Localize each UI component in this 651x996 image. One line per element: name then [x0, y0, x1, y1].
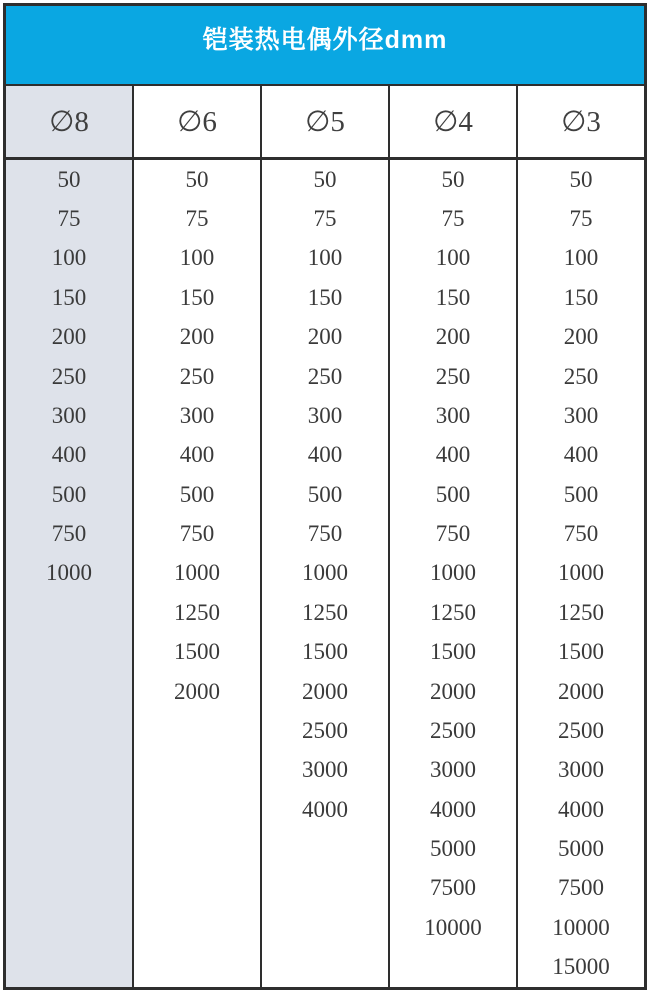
table-cell: 75 — [57, 206, 81, 232]
table-cell: 4000 — [302, 796, 348, 822]
table-cell: 1000 — [558, 560, 604, 586]
table-cell: 50 — [569, 166, 593, 192]
table-cell — [6, 751, 132, 790]
table-cell: 150 — [307, 284, 343, 310]
table-cell — [134, 869, 260, 908]
table-cell: 1000 — [302, 560, 348, 586]
table-cell: 200 — [51, 324, 87, 350]
table-cell — [6, 711, 132, 750]
table-cell — [6, 948, 132, 987]
table-cell — [134, 908, 260, 947]
table-cell: 10000 — [552, 914, 610, 940]
table-cell: 15000 — [552, 954, 610, 980]
column-diameter-4 — [390, 86, 518, 987]
table-cell: 75 — [569, 206, 593, 232]
table-cell: 7500 — [558, 875, 604, 901]
table-cell — [134, 829, 260, 868]
table-cell: 400 — [179, 442, 215, 468]
table-cell: 7500 — [430, 875, 476, 901]
column-diameter-1 — [6, 86, 134, 987]
table-cell: 300 — [51, 402, 87, 428]
table-cell: 2500 — [302, 717, 348, 743]
table-cell: 200 — [563, 324, 599, 350]
table-cell — [6, 633, 132, 672]
table-cell: 1500 — [430, 639, 476, 665]
table-cell: 150 — [179, 284, 215, 310]
table-cell — [6, 672, 132, 711]
table-cell: 1000 — [174, 560, 220, 586]
table-cell: 750 — [563, 521, 599, 547]
table-cell — [262, 869, 388, 908]
table-cell: 1250 — [302, 599, 348, 625]
table-cell: 3000 — [430, 757, 476, 783]
column-diameter-2 — [134, 86, 262, 987]
table-cell: 500 — [563, 481, 599, 507]
table-cell: 50 — [185, 166, 209, 192]
table-cell: 4000 — [558, 796, 604, 822]
table-cell: 2500 — [558, 717, 604, 743]
table-cell: 50 — [313, 166, 337, 192]
table-cell — [134, 751, 260, 790]
table-cell: 250 — [435, 363, 471, 389]
table-cell: 300 — [435, 402, 471, 428]
table-cell: 5000 — [558, 836, 604, 862]
table-cell: 300 — [563, 402, 599, 428]
table-cell — [6, 790, 132, 829]
table-cell: 1500 — [302, 639, 348, 665]
table-cell: 3000 — [302, 757, 348, 783]
table-cell: 150 — [51, 284, 87, 310]
table-cell: 1500 — [174, 639, 220, 665]
table-cell: 3000 — [558, 757, 604, 783]
table-cell: 2500 — [430, 717, 476, 743]
table-cell: 150 — [435, 284, 471, 310]
table-cell — [262, 829, 388, 868]
table-cell: 75 — [313, 206, 337, 232]
table-cell: 300 — [179, 402, 215, 428]
table-cell — [134, 711, 260, 750]
table-cell: 1250 — [558, 599, 604, 625]
column-header: ∅4 — [390, 86, 516, 160]
table-cell: 2000 — [174, 678, 220, 704]
table-body — [6, 86, 644, 987]
column-header: ∅6 — [134, 86, 260, 160]
table-cell — [134, 790, 260, 829]
table-cell: 1250 — [430, 599, 476, 625]
column-diameter-3 — [262, 86, 390, 987]
table-cell: 200 — [307, 324, 343, 350]
table-cell — [6, 908, 132, 947]
table-cell: 150 — [563, 284, 599, 310]
table-title: 铠装热电偶外径dmm — [202, 26, 448, 54]
table-cell: 400 — [563, 442, 599, 468]
table-cell: 300 — [307, 402, 343, 428]
table-cell: 10000 — [424, 914, 482, 940]
table-cell: 2000 — [558, 678, 604, 704]
table-cell: 100 — [563, 245, 599, 271]
table-cell: 5000 — [430, 836, 476, 862]
thermocouple-spec-table — [3, 3, 647, 990]
table-cell: 400 — [435, 442, 471, 468]
table-cell: 100 — [435, 245, 471, 271]
column-header: ∅8 — [6, 86, 132, 160]
table-cell — [6, 869, 132, 908]
table-cell: 750 — [307, 521, 343, 547]
table-cell: 4000 — [430, 796, 476, 822]
table-cell: 500 — [51, 481, 87, 507]
table-cell: 250 — [51, 363, 87, 389]
table-cell: 75 — [185, 206, 209, 232]
table-cell: 2000 — [302, 678, 348, 704]
table-cell — [6, 829, 132, 868]
table-cell — [262, 908, 388, 947]
table-cell: 750 — [51, 521, 87, 547]
table-cell: 250 — [563, 363, 599, 389]
table-cell: 400 — [307, 442, 343, 468]
table-cell: 250 — [179, 363, 215, 389]
table-cell — [6, 593, 132, 632]
table-cell — [134, 948, 260, 987]
table-title-banner — [6, 6, 644, 86]
table-cell: 1000 — [430, 560, 476, 586]
table-cell: 100 — [51, 245, 87, 271]
table-cell: 400 — [51, 442, 87, 468]
table-cell: 250 — [307, 363, 343, 389]
column-diameter-5 — [518, 86, 644, 987]
table-cell: 500 — [435, 481, 471, 507]
table-cell: 50 — [57, 166, 81, 192]
table-cell: 75 — [441, 206, 465, 232]
table-cell: 500 — [179, 481, 215, 507]
table-cell: 100 — [307, 245, 343, 271]
table-cell: 2000 — [430, 678, 476, 704]
table-cell — [262, 948, 388, 987]
column-header: ∅3 — [518, 86, 644, 160]
table-cell: 1250 — [174, 599, 220, 625]
table-cell: 750 — [179, 521, 215, 547]
table-cell: 1000 — [46, 560, 92, 586]
table-cell: 200 — [179, 324, 215, 350]
table-cell: 50 — [441, 166, 465, 192]
table-cell: 100 — [179, 245, 215, 271]
column-header: ∅5 — [262, 86, 388, 160]
table-cell: 750 — [435, 521, 471, 547]
table-cell: 500 — [307, 481, 343, 507]
table-cell: 1500 — [558, 639, 604, 665]
table-cell — [390, 948, 516, 987]
table-cell: 200 — [435, 324, 471, 350]
